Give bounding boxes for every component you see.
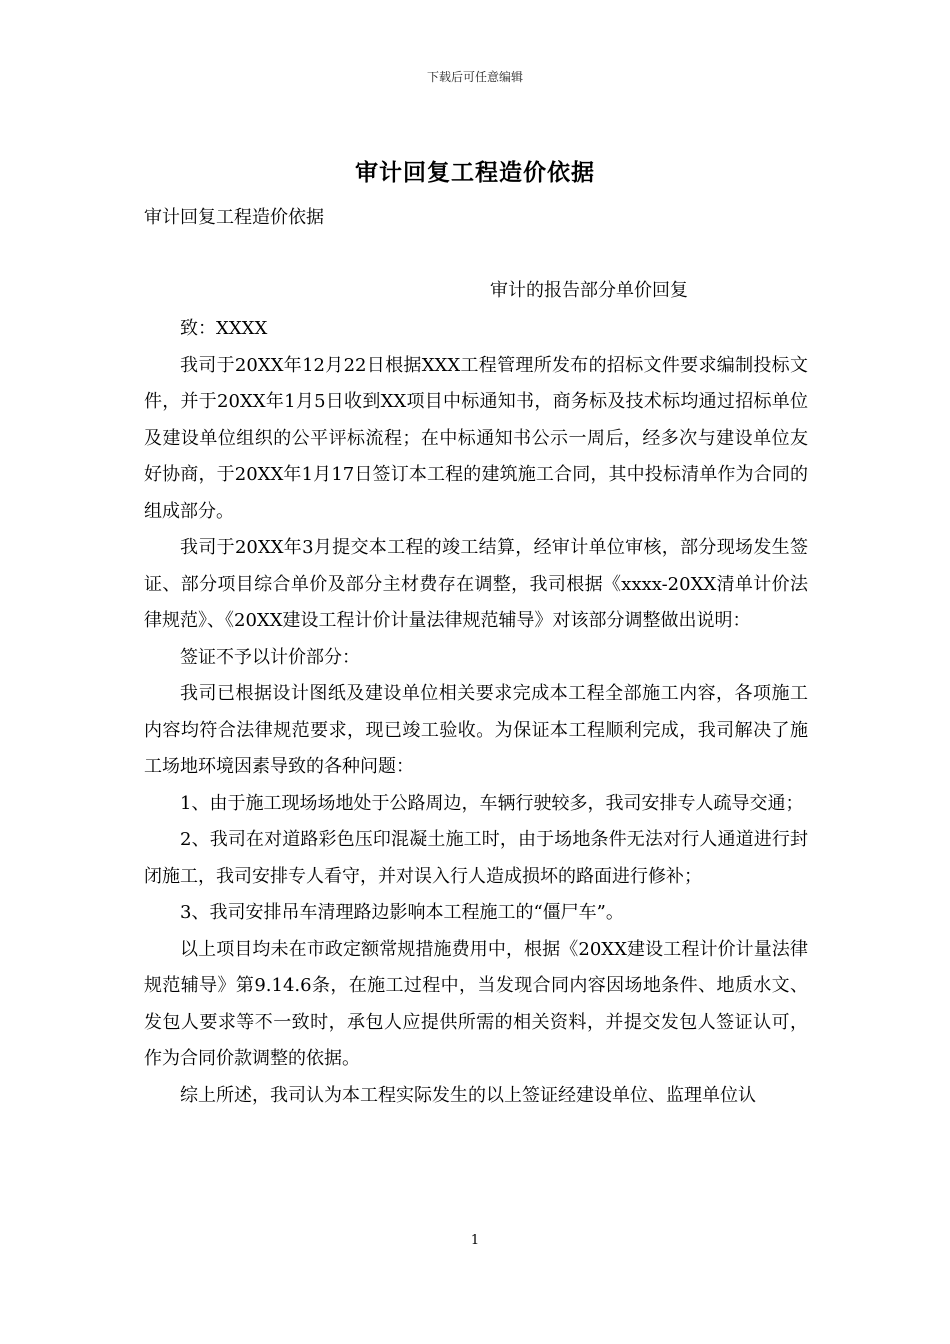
section-heading: 审计的报告部分单价回复 (490, 280, 688, 301)
page-number: 1 (470, 1233, 480, 1248)
paragraph-salutation: 致：XXXX (180, 318, 268, 339)
paragraph: 我司于20XX年12月22日根据XXX工程管理所发布的招标文件要求编制投标文件，并于20XX年1月5日收到XX项目中标通知书，商务标及技术标均通过招标单位及建设单位组织的公平评标流程；在中标通知书公示一周后，经多次与建设单位友好协商，于20XX年1月17日签订本工程的建筑施工合同，其中投标清单作为合同的组成部分。 (144, 354, 808, 522)
list-item: 3、我司安排吊车清理路边影响本工程施工的“僵尸车”。 (180, 902, 624, 923)
paragraph: 我司于20XX年3月提交本工程的竣工结算，经审计单位审核，部分现场发生签证、部分项目综合单价及部分主材费存在调整，我司根据《xxxx-20XX清单计价法律规范》、《20XX建设工程计价计量法律规范辅导》对该部分调整做出说明： (144, 537, 808, 631)
document-subtitle: 审计回复工程造价依据 (144, 207, 324, 228)
body-text (144, 311, 808, 1114)
header-note: 下载后可任意编辑 (426, 70, 523, 84)
paragraph: 我司已根据设计图纸及建设单位相关要求完成本工程全部施工内容，各项施工内容均符合法律规范要求，现已竣工验收。为保证本工程顺利完成，我司解决了施工场地环境因素导致的各种问题： (144, 683, 808, 777)
paragraph: 综上所述，我司认为本工程实际发生的以上签证经建设单位、监理单位认 (180, 1084, 756, 1106)
document-title: 审计回复工程造价依据 (355, 159, 595, 186)
paragraph: 以上项目均未在市政定额常规措施费用中，根据《20XX建设工程计价计量法律规范辅导》第9.14.6条，在施工过程中，当发现合同内容因场地条件、地质水文、发包人要求等不一致时，承包人应提供所需的相关资料，并提交发包人签证认可，作为合同价款调整的依据。 (144, 938, 808, 1069)
list-item: 1、由于施工现场场地处于公路周边，车辆行驶较多，我司安排专人疏导交通； (180, 792, 804, 814)
list-item: 2、我司在对道路彩色压印混凝土施工时，由于场地条件无法对行人通道进行封闭施工，我司安排专人看守，并对误入行人造成损坏的路面进行修补； (144, 829, 808, 887)
paragraph: 签证不予以计价部分： (180, 646, 360, 668)
